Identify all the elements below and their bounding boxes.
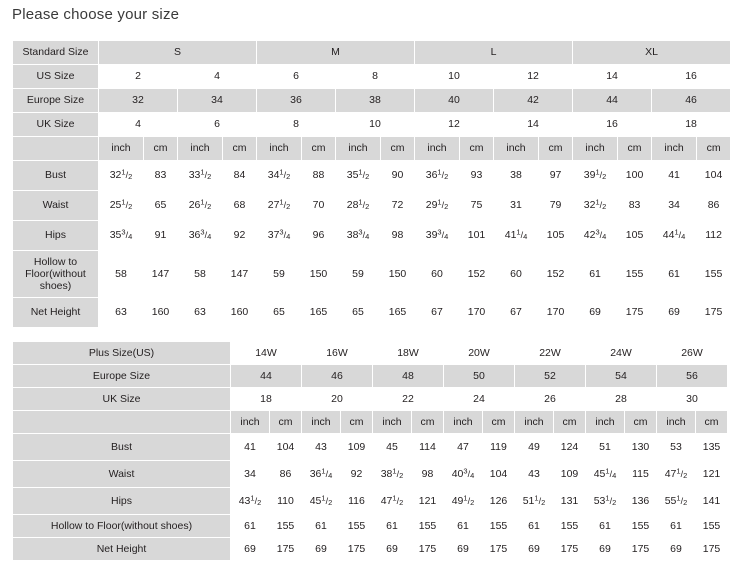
cell: 75 bbox=[460, 191, 494, 221]
unit-cell: cm bbox=[625, 411, 657, 434]
cell: 10 bbox=[336, 113, 415, 137]
cell: 47 bbox=[444, 434, 483, 461]
cell: 155 bbox=[412, 515, 444, 538]
cell: 10 bbox=[415, 65, 494, 89]
cell: $45^1/_4$ bbox=[586, 461, 625, 488]
cell: 69 bbox=[515, 538, 554, 561]
cell: 4 bbox=[99, 113, 178, 137]
cell: 121 bbox=[412, 488, 444, 515]
cell: 92 bbox=[223, 221, 257, 251]
size-group-m: M bbox=[257, 41, 415, 65]
table-row-hollow-to-floor bbox=[13, 251, 731, 298]
cell: 61 bbox=[657, 515, 696, 538]
table-row-net-height bbox=[13, 298, 731, 328]
cell: 136 bbox=[625, 488, 657, 515]
cell: 104 bbox=[697, 161, 731, 191]
row-label-waist: Waist bbox=[13, 191, 99, 221]
table-row-plus-size bbox=[13, 342, 728, 365]
cell: 61 bbox=[231, 515, 270, 538]
cell: 49 bbox=[515, 434, 554, 461]
cell: 135 bbox=[696, 434, 728, 461]
table-row-bust bbox=[13, 434, 728, 461]
size-group-s: S bbox=[99, 41, 257, 65]
size-group-xl: XL bbox=[573, 41, 731, 65]
cell: 12 bbox=[494, 65, 573, 89]
table-row-europe-size bbox=[13, 89, 731, 113]
cell: 93 bbox=[460, 161, 494, 191]
cell: 59 bbox=[257, 251, 302, 298]
unit-cell: inch bbox=[302, 411, 341, 434]
unit-cell: cm bbox=[144, 137, 178, 161]
cell: 36 bbox=[257, 89, 336, 113]
cell: 14W bbox=[231, 342, 302, 365]
cell: 65 bbox=[257, 298, 302, 328]
row-label-net-height: Net Height bbox=[13, 538, 231, 561]
cell: 150 bbox=[381, 251, 415, 298]
cell: $27^1/_2$ bbox=[257, 191, 302, 221]
cell: 20W bbox=[444, 342, 515, 365]
unit-cell: inch bbox=[657, 411, 696, 434]
unit-cell: inch bbox=[573, 137, 618, 161]
cell: 67 bbox=[415, 298, 460, 328]
cell: $29^1/_2$ bbox=[415, 191, 460, 221]
cell: 61 bbox=[586, 515, 625, 538]
cell: 2 bbox=[99, 65, 178, 89]
cell: 58 bbox=[178, 251, 223, 298]
cell: 147 bbox=[223, 251, 257, 298]
cell: 165 bbox=[381, 298, 415, 328]
table-row-hollow-to-floor bbox=[13, 515, 728, 538]
cell: 97 bbox=[539, 161, 573, 191]
cell: 175 bbox=[483, 538, 515, 561]
cell: $47^1/_2$ bbox=[657, 461, 696, 488]
cell: 54 bbox=[586, 365, 657, 388]
cell: 152 bbox=[460, 251, 494, 298]
cell: 63 bbox=[99, 298, 144, 328]
cell: 43 bbox=[302, 434, 341, 461]
cell: 175 bbox=[697, 298, 731, 328]
row-label-bust: Bust bbox=[13, 161, 99, 191]
cell: 8 bbox=[336, 65, 415, 89]
page-title: Please choose your size bbox=[12, 6, 180, 23]
cell: $26^1/_2$ bbox=[178, 191, 223, 221]
row-label-hips: Hips bbox=[13, 488, 231, 515]
cell: 22 bbox=[373, 388, 444, 411]
cell: 38 bbox=[494, 161, 539, 191]
unit-cell: cm bbox=[460, 137, 494, 161]
row-label-hollow-to-floor: Hollow to Floor(without shoes) bbox=[13, 515, 231, 538]
cell: 52 bbox=[515, 365, 586, 388]
row-label-uk-size: UK Size bbox=[13, 113, 99, 137]
cell: 51 bbox=[586, 434, 625, 461]
cell: $28^1/_2$ bbox=[336, 191, 381, 221]
cell: $53^1/_2$ bbox=[586, 488, 625, 515]
cell: 104 bbox=[483, 461, 515, 488]
table-row-units bbox=[13, 137, 731, 161]
cell: 170 bbox=[539, 298, 573, 328]
cell: $38^3/_4$ bbox=[336, 221, 381, 251]
cell: $39^3/_4$ bbox=[415, 221, 460, 251]
table-row-waist bbox=[13, 191, 731, 221]
cell: 109 bbox=[554, 461, 586, 488]
cell: 98 bbox=[412, 461, 444, 488]
cell: $39^1/_2$ bbox=[573, 161, 618, 191]
cell: 131 bbox=[554, 488, 586, 515]
cell: 155 bbox=[618, 251, 652, 298]
cell: 18 bbox=[652, 113, 731, 137]
unit-cell: inch bbox=[586, 411, 625, 434]
table-row-hips bbox=[13, 221, 731, 251]
cell: 6 bbox=[178, 113, 257, 137]
row-label-hollow-to-floor: Hollow to Floor(without shoes) bbox=[13, 251, 99, 298]
row-label-hips: Hips bbox=[13, 221, 99, 251]
cell: $36^3/_4$ bbox=[178, 221, 223, 251]
cell: 69 bbox=[573, 298, 618, 328]
cell: 165 bbox=[302, 298, 336, 328]
cell: 175 bbox=[625, 538, 657, 561]
table-row-standard-size bbox=[13, 41, 731, 65]
cell: 63 bbox=[178, 298, 223, 328]
cell: 155 bbox=[483, 515, 515, 538]
cell: 24 bbox=[444, 388, 515, 411]
unit-cell: inch bbox=[415, 137, 460, 161]
cell: $33^1/_2$ bbox=[178, 161, 223, 191]
cell: 69 bbox=[231, 538, 270, 561]
cell: 88 bbox=[302, 161, 336, 191]
cell: 44 bbox=[573, 89, 652, 113]
cell: 65 bbox=[144, 191, 178, 221]
cell: 160 bbox=[144, 298, 178, 328]
cell: 68 bbox=[223, 191, 257, 221]
cell: 119 bbox=[483, 434, 515, 461]
row-label-units bbox=[13, 411, 231, 434]
unit-cell: cm bbox=[539, 137, 573, 161]
cell: 86 bbox=[270, 461, 302, 488]
table-row-us-size bbox=[13, 65, 731, 89]
unit-cell: inch bbox=[257, 137, 302, 161]
cell: 69 bbox=[302, 538, 341, 561]
cell: $37^3/_4$ bbox=[257, 221, 302, 251]
cell: 48 bbox=[373, 365, 444, 388]
cell: 92 bbox=[341, 461, 373, 488]
unit-cell: inch bbox=[99, 137, 144, 161]
cell: 175 bbox=[412, 538, 444, 561]
cell: 61 bbox=[444, 515, 483, 538]
cell: $41^1/_4$ bbox=[494, 221, 539, 251]
unit-cell: inch bbox=[515, 411, 554, 434]
cell: 96 bbox=[302, 221, 336, 251]
table-row-waist bbox=[13, 461, 728, 488]
cell: 61 bbox=[373, 515, 412, 538]
cell: 116 bbox=[341, 488, 373, 515]
cell: 147 bbox=[144, 251, 178, 298]
unit-cell: cm bbox=[618, 137, 652, 161]
unit-cell: cm bbox=[381, 137, 415, 161]
cell: $47^1/_2$ bbox=[373, 488, 412, 515]
cell: 104 bbox=[270, 434, 302, 461]
cell: 30 bbox=[657, 388, 728, 411]
cell: 155 bbox=[625, 515, 657, 538]
unit-cell: cm bbox=[302, 137, 336, 161]
cell: 41 bbox=[231, 434, 270, 461]
cell: 115 bbox=[625, 461, 657, 488]
cell: 150 bbox=[302, 251, 336, 298]
cell: $42^3/_4$ bbox=[573, 221, 618, 251]
cell: 6 bbox=[257, 65, 336, 89]
cell: $36^1/_2$ bbox=[415, 161, 460, 191]
cell: 32 bbox=[99, 89, 178, 113]
unit-cell: cm bbox=[696, 411, 728, 434]
table-row-uk-size bbox=[13, 113, 731, 137]
cell: 109 bbox=[341, 434, 373, 461]
cell: 126 bbox=[483, 488, 515, 515]
unit-cell: inch bbox=[231, 411, 270, 434]
cell: 59 bbox=[336, 251, 381, 298]
cell: 34 bbox=[231, 461, 270, 488]
table-row-uk-size bbox=[13, 388, 728, 411]
cell: 12 bbox=[415, 113, 494, 137]
cell: 14 bbox=[494, 113, 573, 137]
cell: 58 bbox=[99, 251, 144, 298]
row-label-us-size: US Size bbox=[13, 65, 99, 89]
cell: 8 bbox=[257, 113, 336, 137]
cell: 84 bbox=[223, 161, 257, 191]
cell: $32^1/_2$ bbox=[99, 161, 144, 191]
cell: 152 bbox=[539, 251, 573, 298]
cell: 18 bbox=[231, 388, 302, 411]
cell: 112 bbox=[697, 221, 731, 251]
cell: 110 bbox=[270, 488, 302, 515]
unit-cell: cm bbox=[697, 137, 731, 161]
cell: 26W bbox=[657, 342, 728, 365]
cell: 46 bbox=[302, 365, 373, 388]
cell: $40^3/_4$ bbox=[444, 461, 483, 488]
cell: $35^3/_4$ bbox=[99, 221, 144, 251]
cell: 45 bbox=[373, 434, 412, 461]
unit-cell: inch bbox=[336, 137, 381, 161]
cell: 91 bbox=[144, 221, 178, 251]
cell: 155 bbox=[341, 515, 373, 538]
cell: $34^1/_2$ bbox=[257, 161, 302, 191]
unit-cell: cm bbox=[341, 411, 373, 434]
cell: $44^1/_4$ bbox=[652, 221, 697, 251]
cell: 16 bbox=[573, 113, 652, 137]
unit-cell: cm bbox=[554, 411, 586, 434]
table-row-hips bbox=[13, 488, 728, 515]
cell: 155 bbox=[696, 515, 728, 538]
cell: 105 bbox=[618, 221, 652, 251]
cell: 155 bbox=[554, 515, 586, 538]
unit-cell: inch bbox=[494, 137, 539, 161]
cell: 69 bbox=[444, 538, 483, 561]
cell: 114 bbox=[412, 434, 444, 461]
cell: 24W bbox=[586, 342, 657, 365]
cell: 61 bbox=[515, 515, 554, 538]
cell: 175 bbox=[341, 538, 373, 561]
size-group-l: L bbox=[415, 41, 573, 65]
cell: 101 bbox=[460, 221, 494, 251]
cell: 42 bbox=[494, 89, 573, 113]
cell: 160 bbox=[223, 298, 257, 328]
cell: 18W bbox=[373, 342, 444, 365]
row-label-europe-size: Europe Size bbox=[13, 89, 99, 113]
cell: 155 bbox=[697, 251, 731, 298]
cell: 46 bbox=[652, 89, 731, 113]
cell: 69 bbox=[652, 298, 697, 328]
cell: 61 bbox=[652, 251, 697, 298]
unit-cell: inch bbox=[652, 137, 697, 161]
row-label-net-height: Net Height bbox=[13, 298, 99, 328]
unit-cell: inch bbox=[444, 411, 483, 434]
cell: 170 bbox=[460, 298, 494, 328]
cell: 72 bbox=[381, 191, 415, 221]
cell: 141 bbox=[696, 488, 728, 515]
cell: 83 bbox=[618, 191, 652, 221]
cell: $38^1/_2$ bbox=[373, 461, 412, 488]
cell: 69 bbox=[586, 538, 625, 561]
cell: 43 bbox=[515, 461, 554, 488]
cell: $36^1/_4$ bbox=[302, 461, 341, 488]
cell: 61 bbox=[302, 515, 341, 538]
cell: 90 bbox=[381, 161, 415, 191]
cell: $55^1/_2$ bbox=[657, 488, 696, 515]
cell: 130 bbox=[625, 434, 657, 461]
cell: 38 bbox=[336, 89, 415, 113]
cell: 34 bbox=[178, 89, 257, 113]
unit-cell: cm bbox=[412, 411, 444, 434]
plus-size-table bbox=[12, 341, 728, 561]
standard-size-table bbox=[12, 40, 731, 328]
cell: 86 bbox=[697, 191, 731, 221]
unit-cell: cm bbox=[223, 137, 257, 161]
cell: 16W bbox=[302, 342, 373, 365]
cell: $45^1/_2$ bbox=[302, 488, 341, 515]
cell: 155 bbox=[270, 515, 302, 538]
cell: 69 bbox=[373, 538, 412, 561]
cell: 67 bbox=[494, 298, 539, 328]
cell: 175 bbox=[554, 538, 586, 561]
row-label-waist: Waist bbox=[13, 461, 231, 488]
cell: 83 bbox=[144, 161, 178, 191]
row-label-standard-size: Standard Size bbox=[13, 41, 99, 65]
row-label-units bbox=[13, 137, 99, 161]
cell: 175 bbox=[696, 538, 728, 561]
cell: 98 bbox=[381, 221, 415, 251]
cell: 53 bbox=[657, 434, 696, 461]
cell: 26 bbox=[515, 388, 586, 411]
cell: 56 bbox=[657, 365, 728, 388]
cell: 4 bbox=[178, 65, 257, 89]
cell: $25^1/_2$ bbox=[99, 191, 144, 221]
cell: 16 bbox=[652, 65, 731, 89]
cell: 69 bbox=[657, 538, 696, 561]
table-row-net-height bbox=[13, 538, 728, 561]
unit-cell: cm bbox=[483, 411, 515, 434]
cell: 14 bbox=[573, 65, 652, 89]
cell: $32^1/_2$ bbox=[573, 191, 618, 221]
cell: 79 bbox=[539, 191, 573, 221]
unit-cell: inch bbox=[373, 411, 412, 434]
cell: 41 bbox=[652, 161, 697, 191]
cell: 124 bbox=[554, 434, 586, 461]
row-label-plus-size: Plus Size(US) bbox=[13, 342, 231, 365]
cell: 44 bbox=[231, 365, 302, 388]
table-row-units bbox=[13, 411, 728, 434]
cell: 175 bbox=[618, 298, 652, 328]
cell: 175 bbox=[270, 538, 302, 561]
cell: 60 bbox=[494, 251, 539, 298]
cell: 121 bbox=[696, 461, 728, 488]
cell: 34 bbox=[652, 191, 697, 221]
cell: 61 bbox=[573, 251, 618, 298]
unit-cell: cm bbox=[270, 411, 302, 434]
cell: 60 bbox=[415, 251, 460, 298]
cell: 22W bbox=[515, 342, 586, 365]
cell: $49^1/_2$ bbox=[444, 488, 483, 515]
cell: $51^1/_2$ bbox=[515, 488, 554, 515]
cell: 31 bbox=[494, 191, 539, 221]
cell: 105 bbox=[539, 221, 573, 251]
row-label-bust: Bust bbox=[13, 434, 231, 461]
cell: 65 bbox=[336, 298, 381, 328]
cell: 20 bbox=[302, 388, 373, 411]
table-row-europe-size bbox=[13, 365, 728, 388]
cell: 28 bbox=[586, 388, 657, 411]
cell: $35^1/_2$ bbox=[336, 161, 381, 191]
cell: 70 bbox=[302, 191, 336, 221]
cell: 50 bbox=[444, 365, 515, 388]
row-label-europe-size: Europe Size bbox=[13, 365, 231, 388]
cell: 40 bbox=[415, 89, 494, 113]
cell: $43^1/_2$ bbox=[231, 488, 270, 515]
cell: 100 bbox=[618, 161, 652, 191]
unit-cell: inch bbox=[178, 137, 223, 161]
table-row-bust bbox=[13, 161, 731, 191]
row-label-uk-size: UK Size bbox=[13, 388, 231, 411]
